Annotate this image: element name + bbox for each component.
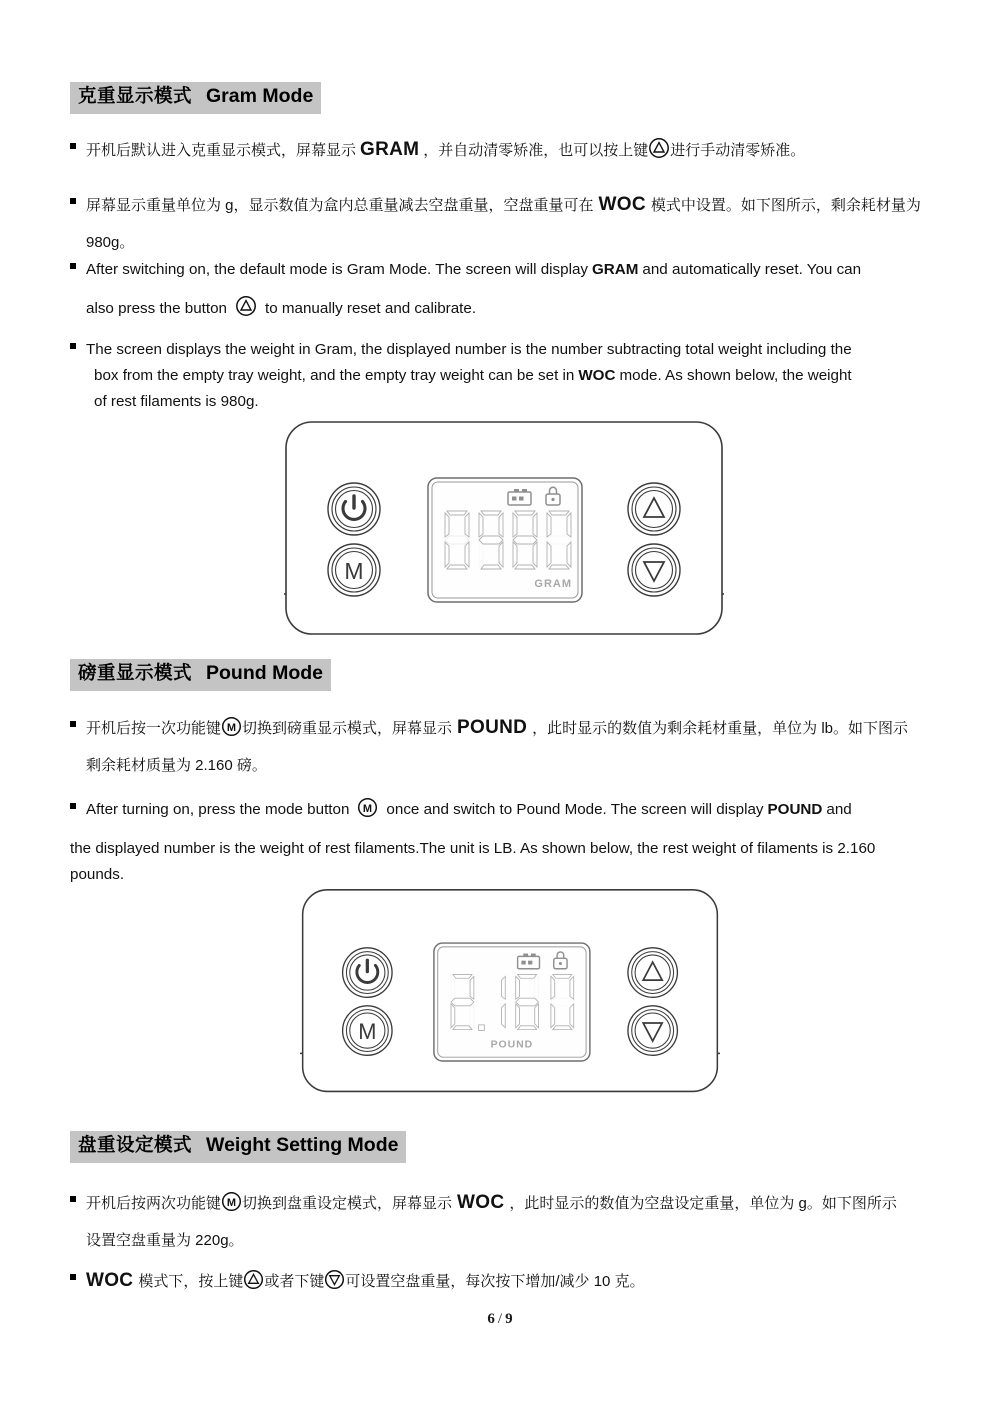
footer-total-pages: 9: [505, 1311, 513, 1327]
up-triangle-button-icon: [243, 1269, 264, 1290]
text-run: once and switch to Pound Mode. The screen will display: [386, 801, 764, 818]
footer-current-page: 6: [487, 1311, 495, 1327]
keyword-woc: WOC: [578, 367, 616, 384]
keyword-gram: GRAM: [360, 139, 420, 160]
keyword-pound: POUND: [457, 717, 528, 738]
text-run: 模式中设置。如下图所示，剩余耗材量为: [650, 197, 921, 214]
section-heading-gram-mode-en: Gram Mode: [206, 85, 314, 107]
text-run: 可设置空盘重量，每次按下增加/减少 10 克。: [345, 1273, 645, 1290]
power-button[interactable]: [328, 483, 380, 535]
section-heading-gram-mode: [70, 82, 321, 114]
down-button[interactable]: [628, 544, 680, 596]
up-triangle-button-icon: [235, 295, 257, 317]
mode-button[interactable]: [328, 544, 380, 596]
bullet-marker: [70, 803, 76, 809]
mode-button-label: M: [344, 558, 364, 584]
bullet-marker: [70, 263, 76, 269]
text-run: 切换到磅重显示模式，屏幕显示: [242, 720, 453, 737]
bullet-text: [86, 190, 921, 221]
section-heading-pound-mode: [70, 659, 331, 691]
device-illustration-gram: [284, 418, 724, 643]
text-run: ，并自动清零矫准，也可以按上键: [423, 142, 649, 159]
keyword-woc: WOC: [457, 1192, 505, 1213]
text-run: ，此时显示的数值为剩余耗材重量，单位为 lb。如下图示: [532, 720, 909, 737]
bullet-marker: [70, 343, 76, 349]
footer-separator: /: [497, 1311, 503, 1327]
text-run: 切换到盘重设定模式，屏幕显示: [242, 1195, 453, 1212]
bullet-pound-en-1-line3: pounds.: [70, 866, 125, 883]
bullet-marker: [70, 198, 76, 204]
bullet-text: [86, 255, 861, 285]
up-triangle-button-icon: [648, 137, 670, 159]
text-run: After switching on, the default mode is Gram Mode. The screen will display: [86, 261, 588, 278]
bullet-marker: [70, 1196, 76, 1202]
text-run: and: [826, 801, 852, 818]
text-run: box from the empty tray weight, and the empty tray weight can be set in: [94, 367, 575, 384]
down-triangle-button-icon: [324, 1269, 345, 1290]
text-run: 模式下，按上键: [138, 1273, 244, 1290]
bullet-woc-cn-2: [70, 1266, 960, 1297]
text-run: 开机后默认进入克重显示模式，屏幕显示: [86, 142, 357, 159]
device-pound: [300, 886, 720, 1105]
bullet-text: [86, 1188, 897, 1219]
text-run: 或者下键: [264, 1273, 325, 1290]
keyword-woc: WOC: [598, 194, 646, 215]
bullet-text: [86, 135, 805, 166]
section-heading-pound-mode-en: Pound Mode: [206, 662, 323, 684]
lcd-panel: [434, 943, 590, 1061]
bullet-pound-en-1-line2: the displayed number is the weight of rest filaments.The unit is LB. As shown below, the rest weight of filaments is 2.160: [70, 840, 876, 857]
text-run: ，此时显示的数值为空盘设定重量，单位为 g。如下图所示: [509, 1195, 897, 1212]
text-run: 开机后按一次功能键: [86, 720, 222, 737]
bullet-text: [86, 1266, 645, 1297]
text-run: mode. As shown below, the weight: [619, 367, 852, 384]
section-heading-weight-setting-mode: [70, 1131, 406, 1163]
bullet-text: [86, 713, 908, 744]
power-button[interactable]: [343, 948, 392, 997]
bullet-pound-cn-1-line2: 剩余耗材质量为 2.160 磅。: [86, 757, 267, 774]
text-run: 屏幕显示重量单位为 g，显示数值为盒内总重量减去空盘重量，空盘重量可在: [86, 197, 594, 214]
mode-button[interactable]: [343, 1006, 392, 1055]
bullet-text: The screen displays the weight in Gram, the displayed number is the number subtracting total weight including the: [86, 341, 852, 358]
text-run: and automatically reset. You can: [642, 261, 862, 278]
device-gram: [284, 418, 724, 648]
keyword-woc: WOC: [86, 1270, 134, 1291]
text-run: to manually reset and calibrate.: [265, 300, 477, 317]
bullet-pound-en-1: [70, 795, 965, 825]
bullet-gram-cn-1: [70, 135, 950, 166]
keyword-gram: GRAM: [591, 261, 639, 278]
bullet-pound-cn-1: [70, 713, 960, 744]
section-heading-gram-mode-cn: 克重显示模式: [78, 85, 193, 106]
lcd-unit-label: GRAM: [534, 578, 572, 590]
mode-button-label: M: [358, 1019, 377, 1045]
mode-button-icon: [221, 1191, 242, 1212]
bullet-text: [86, 795, 852, 825]
bullet-gram-en-1: [70, 255, 960, 285]
text-run: 开机后按两次功能键: [86, 1195, 222, 1212]
device-illustration-pound: [300, 886, 720, 1100]
bullet-woc-cn-1: [70, 1188, 960, 1219]
bullet-marker: [70, 1274, 76, 1280]
up-button[interactable]: [628, 483, 680, 535]
svg-text:M: M: [363, 803, 373, 815]
mode-button-icon: [221, 716, 242, 737]
bullet-marker: [70, 143, 76, 149]
lcd-unit-label: POUND: [490, 1039, 534, 1051]
section-heading-weight-setting-mode-en: Weight Setting Mode: [206, 1134, 399, 1156]
bullet-marker: [70, 721, 76, 727]
page-footer: [0, 1311, 1000, 1328]
section-heading-weight-setting-mode-cn: 盘重设定模式: [78, 1134, 193, 1155]
section-heading-pound-mode-cn: 磅重显示模式: [78, 662, 193, 683]
down-button[interactable]: [628, 1006, 677, 1055]
bullet-gram-cn-2: [70, 190, 960, 221]
up-button[interactable]: [628, 948, 677, 997]
text-run: 进行手动清零矫准。: [670, 142, 806, 159]
svg-text:M: M: [226, 722, 237, 734]
lcd-decimal-point: [479, 1025, 485, 1031]
bullet-gram-en-1-line2: [86, 294, 476, 324]
mode-button-icon: [357, 797, 378, 818]
text-run: also press the button: [86, 300, 227, 317]
keyword-pound: POUND: [767, 801, 823, 818]
bullet-gram-cn-2-line2: 980g。: [86, 234, 135, 251]
lcd-panel: [428, 478, 582, 602]
text-run: After turning on, press the mode button: [86, 801, 350, 818]
svg-text:M: M: [226, 1197, 237, 1209]
bullet-woc-cn-1-line2: 设置空盘重量为 220g。: [86, 1232, 244, 1249]
bullet-gram-en-2-line3: of rest filaments is 980g.: [94, 393, 259, 410]
